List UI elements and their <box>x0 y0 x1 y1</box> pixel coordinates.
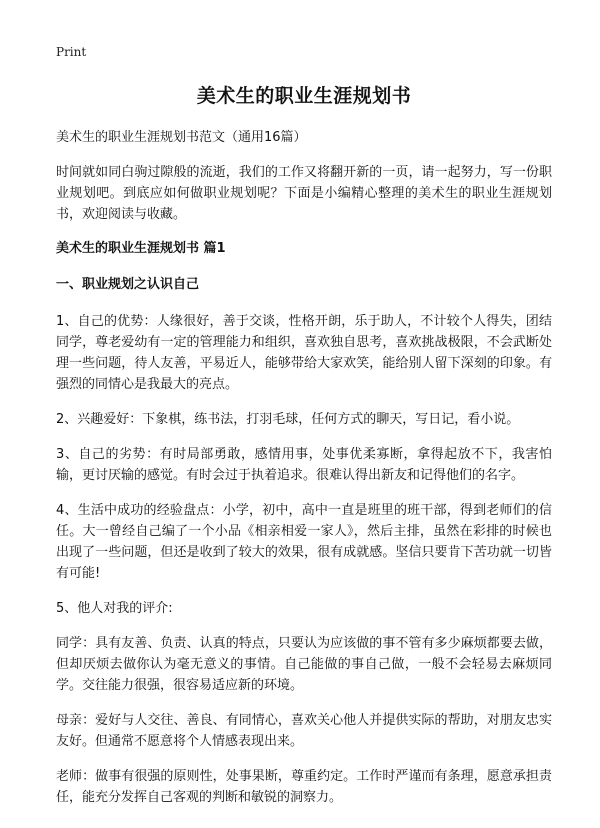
paragraph-teacher-evaluation: 老师：做事有很强的原则性，处事果断，尊重约定。工作时严谨而有条理，愿意承担责任，能充分发挥自己客观的判断和敏锐的洞察力。 <box>56 769 552 805</box>
document-subtitle: 美术生的职业生涯规划书范文（通用16篇） <box>56 130 307 145</box>
document-title: 美术生的职业生涯规划书 <box>196 85 412 107</box>
article-heading: 美术生的职业生涯规划书 篇1 <box>56 241 226 256</box>
paragraph-mother-evaluation: 母亲：爱好与人交往、善良、有同情心，喜欢关心他人并提供实际的帮助，对朋友忠实友好。但通常不愿意将个人情感表现出来。 <box>56 713 552 749</box>
print-link[interactable]: Print <box>56 45 87 59</box>
paragraph-success-experience: 4、生活中成功的经验盘点：小学，初中，高中一直是班里的班干部，得到老师们的信任。大一曾经自己编了一个小品《相亲相爱一家人》，然后主排，虽然在彩排的时候也出现了一些问题，但还是收到了较大的效果，很有成就感。坚信只要肯下苦功就一切皆有可能! <box>56 503 552 581</box>
paragraph-weaknesses: 3、自己的劣势：有时局部勇敢，感情用事，处事优柔寡断，拿得起放不下，我害怕输，更讨厌输的感觉。有时会过于执着追求。很难认得出新友和记得他们的名字。 <box>56 447 552 483</box>
paragraph-hobbies: 2、兴趣爱好：下象棋，练书法，打羽毛球，任何方式的聊天，写日记，看小说。 <box>56 412 520 427</box>
paragraph-strengths: 1、自己的优势：人缘很好，善于交谈，性格开朗，乐于助人，不计较个人得失，团结同学，尊老爱幼有一定的管理能力和组织，喜欢独自思考，喜欢挑战极限，不会武断处理一些问题，待人友善，平易近人，能够带给大家欢笑，能给别人留下深刻的印象。有强烈的同情心是我最大的亮点。 <box>56 314 552 392</box>
paragraph-others-evaluation: 5、他人对我的评介: <box>56 601 173 616</box>
paragraph-classmates-evaluation: 同学：具有友善、负责、认真的特点，只要认为应该做的事不管有多少麻烦都要去做，但却厌烦去做你认为毫无意义的事情。自己能做的事自己做，一般不会轻易去麻烦同学。交往能力很强，很容易适应新的环境。 <box>56 636 552 693</box>
section-heading-know-yourself: 一、职业规划之认识自己 <box>56 277 200 292</box>
intro-paragraph: 时间就如同白驹过隙般的流逝，我们的工作又将翻开新的一页，请一起努力，写一份职业规划吧。到底应如何做职业规划呢？下面是小编精心整理的美术生的职业生涯规划书，欢迎阅读与收藏。 <box>56 165 552 222</box>
